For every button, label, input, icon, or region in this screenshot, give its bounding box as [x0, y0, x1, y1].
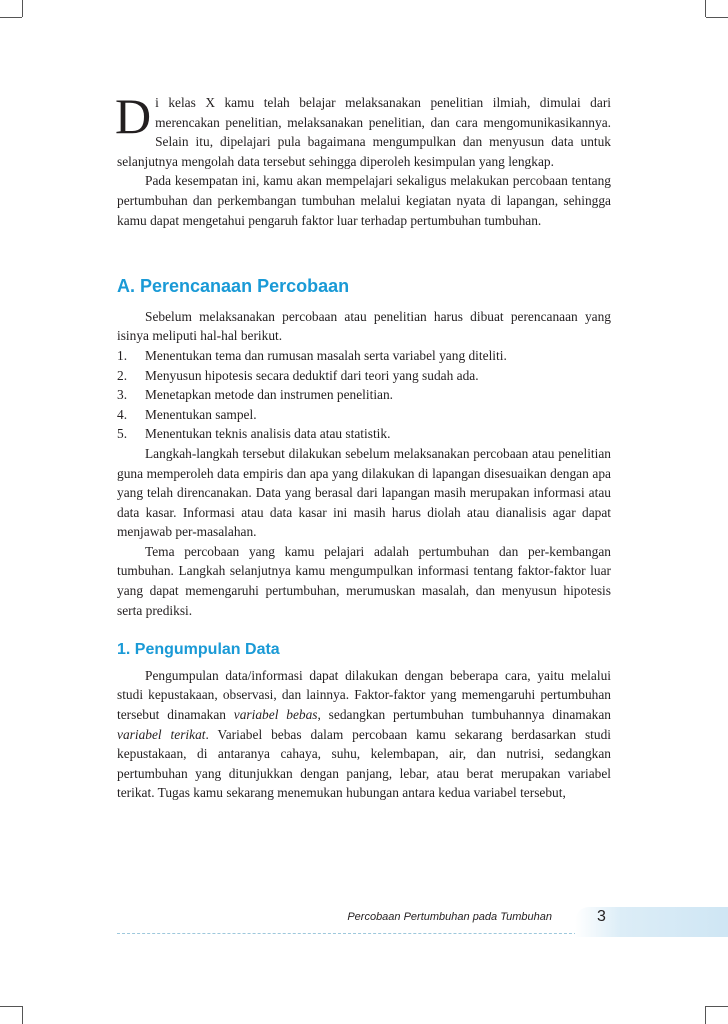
intro-paragraph-2: Pada kesempatan ini, kamu akan mempelajari sekaligus melakukan percobaan tentang pertumbuhan dan perkembangan tumbuhan melalui kegiatan nyata di lapangan, sehingga kamu dapat mengetahui pengaruh faktor luar terhadap pertumbuhan tumbuhan.: [117, 173, 611, 228]
crop-mark-top-right-h: [706, 17, 728, 18]
drop-cap: D: [115, 88, 152, 144]
section-1-text-b: , sedangkan pertumbuhan tumbuhannya dinamakan: [317, 707, 611, 723]
section-a-paragraph-1: Sebelum melaksanakan percobaan atau penelitian harus dibuat perencanaan yang isinya meliputi hal-hal berikut.: [117, 308, 611, 344]
section-a-paragraph-2: Langkah-langkah tersebut dilakukan sebelum melaksanakan percobaan atau penelitian guna memperoleh data empiris dan apa yang dilakukan di lapangan disesuaikan dengan apa yang telah direncanakan. Data yang berasal dari lapangan masih merupakan informasi atau data kasar. Informasi atau data kasar ini masih harus diolah atau dianalisis agar dapat menjawab per-masalahan.: [117, 445, 611, 540]
crop-mark-top-left-v: [22, 0, 23, 17]
list-item-number: 2.: [117, 367, 128, 383]
page-number: 3: [597, 908, 606, 925]
page-content: [115, 88, 611, 803]
crop-mark-top-right-v: [705, 0, 706, 17]
list-item-text: Menentukan teknis analisis data atau statistik.: [145, 426, 391, 442]
list-item: [117, 405, 611, 425]
list-item-number: 4.: [117, 406, 128, 422]
section-1-heading: 1. Pengumpulan Data: [117, 641, 280, 659]
list-item: [117, 346, 611, 366]
section-a-heading: A. Perencanaan Percobaan: [117, 276, 350, 297]
list-item-number: 5.: [117, 426, 128, 442]
crop-mark-bottom-right-h: [706, 1006, 728, 1007]
list-item: [117, 385, 611, 405]
term-variabel-terikat: variabel terikat: [117, 726, 206, 742]
section-1-paragraph: [117, 666, 611, 803]
list-item-text: Menentukan tema dan rumusan masalah serta variabel yang diteliti.: [145, 347, 507, 363]
list-item-text: Menyusun hipotesis secara deduktif dari teori yang sudah ada.: [145, 367, 479, 383]
list-item: [117, 424, 611, 444]
intro-paragraph-1-text: i kelas X kamu telah belajar melaksanakan penelitian ilmiah, dimulai dari merencakan penelitian, melaksanakan penelitian, dan cara mengomunikasikannya. Selain itu, dipelajari pula bagaimana mengumpulkan dan menyusun data untuk selanjutnya mengolah data tersebut sehingga diperoleh kesimpulan yang lengkap.: [117, 95, 611, 169]
section-1-text-c: . Variabel bebas dalam percobaan kamu sekarang berdasarkan studi kepustakaan, di antaranya cahaya, suhu, kelembapan, air, dan nutrisi, sedangkan pertumbuhan yang ditunjukkan dengan panjang, lebar, atau berat merupakan variabel terikat. Tugas kamu sekarang menemukan hubungan antara kedua variabel tersebut,: [117, 726, 611, 801]
list-item-number: 1.: [117, 347, 128, 363]
term-variabel-bebas: variabel bebas: [233, 707, 318, 723]
list-item-text: Menentukan sampel.: [145, 406, 257, 422]
list-item: [117, 366, 611, 386]
list-item-text: Menetapkan metode dan instrumen penelitian.: [145, 387, 394, 403]
running-title: Percobaan Pertumbuhan pada Tumbuhan: [347, 911, 552, 923]
list-item-number: 3.: [117, 387, 128, 403]
footer-rule: [117, 933, 577, 934]
crop-mark-top-left-h: [0, 17, 22, 18]
section-a-paragraph-3: Tema percobaan yang kamu pelajari adalah pertumbuhan dan per-kembangan tumbuhan. Langkah selanjutnya kamu mengumpulkan informasi tentang faktor-faktor luar yang dapat memengaruhi pertumbuhan, merumuskan masalah, dan menyusun hipotesis serta prediksi.: [117, 543, 611, 618]
crop-mark-bottom-left-h: [0, 1006, 22, 1007]
section-1-text-a: Pengumpulan data/informasi dapat dilakukan dengan beberapa cara, yaitu melalui studi kepustakaan, observasi, dan lainnya. Faktor-faktor yang memengaruhi pertumbuhan tersebut dinamakan: [117, 667, 611, 723]
planning-steps-list: [117, 346, 611, 444]
page-footer: [117, 907, 728, 937]
crop-mark-bottom-left-v: [22, 1006, 23, 1024]
crop-mark-bottom-right-v: [705, 1006, 706, 1024]
intro-paragraph-1: [115, 88, 611, 171]
